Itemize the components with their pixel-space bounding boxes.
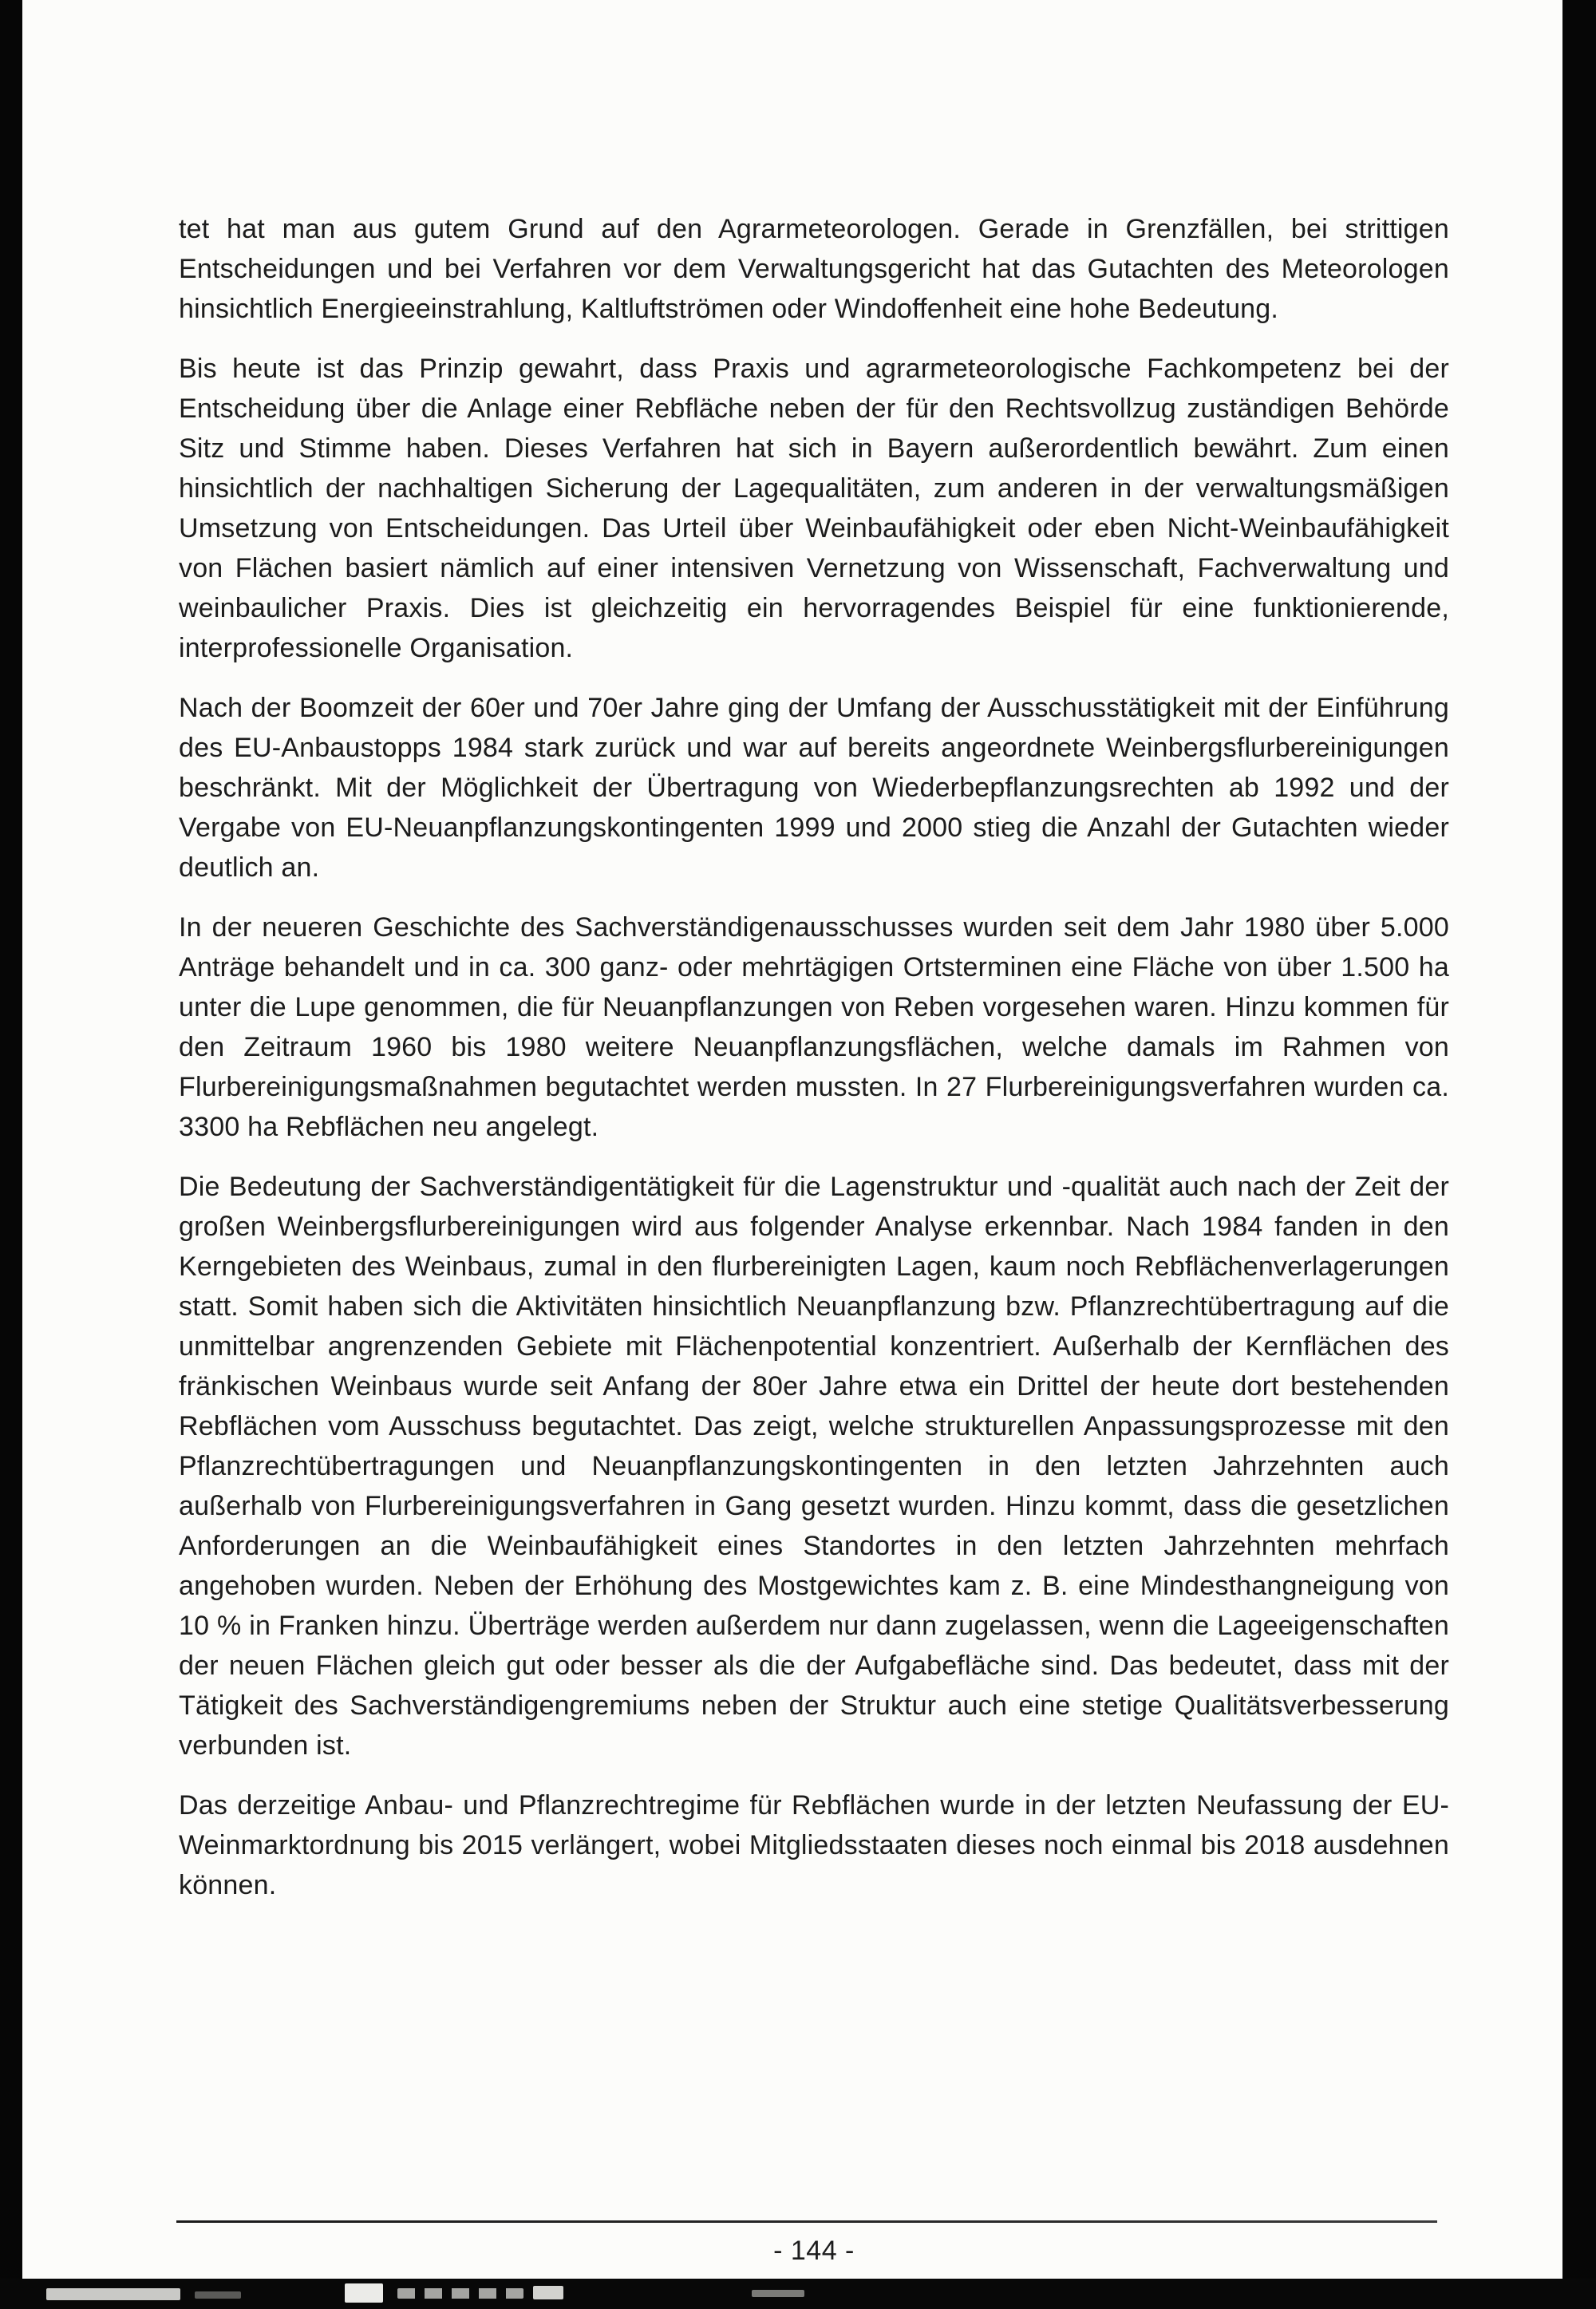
scan-artifact <box>46 2288 180 2300</box>
scan-artifact <box>195 2291 241 2299</box>
scan-edge-right <box>1562 0 1596 2309</box>
scan-edge-bottom <box>0 2279 1596 2309</box>
paragraph: In der neueren Geschichte des Sachverständigenausschusses wurden seit dem Jahr 1980 über 5.000 Anträge behandelt und in ca. 300 ganz- oder mehrtägigen Ortsterminen eine Fläche von über 1.500 ha unter die Lupe genommen, die für Neuanpflanzungen von Reben vorgesehen waren. Hinzu kommen für den Zeitraum 1960 bis 1980 weitere Neuanpflanzungsflächen, welche damals im Rahmen von Flurbereinigungsmaßnahmen begutachtet werden mussten. In 27 Flurbereinigungsverfahren wurden ca. 3300 ha Rebflächen neu angelegt. <box>179 912 1449 1142</box>
document-body <box>179 209 1449 1925</box>
scan-artifact <box>345 2283 383 2303</box>
footer-rule <box>176 2220 1437 2223</box>
paragraph: Nach der Boomzeit der 60er und 70er Jahre ging der Umfang der Ausschusstätigkeit mit der Einführung des EU-Anbaustopps 1984 stark zurück und war auf bereits angeordnete Weinbergsflurbereinigungen beschränkt. Mit der Möglichkeit der Übertragung von Wiederbepflanzungsrechten ab 1992 und der Vergabe von EU-Neuanpflanzungskontingenten 1999 und 2000 stieg die Anzahl der Gutachten wieder deutlich an. <box>179 693 1449 883</box>
page-number: - 144 - <box>773 2236 855 2266</box>
paragraph: Das derzeitige Anbau- und Pflanzrechtregime für Rebflächen wurde in der letzten Neufassung der EU-Weinmarktordnung bis 2015 verlängert, wobei Mitgliedsstaaten dieses noch einmal bis 2018 ausdehnen können. <box>179 1790 1449 1900</box>
paragraph: Bis heute ist das Prinzip gewahrt, dass Praxis und agrarmeteorologische Fachkompetenz bei der Entscheidung über die Anlage einer Rebfläche neben der für den Rechtsvollzug zuständigen Behörde Sitz und Stimme haben. Dieses Verfahren hat sich in Bayern außerordentlich bewährt. Zum einen hinsichtlich der nachhaltigen Sicherung der Lagequalitäten, zum anderen in der verwaltungsmäßigen Umsetzung von Entscheidungen. Das Urteil über Weinbaufähigkeit oder eben Nicht-Weinbaufähigkeit von Flächen basiert nämlich auf einer intensiven Vernetzung von Wissenschaft, Fachverwaltung und weinbaulicher Praxis. Dies ist gleichzeitig ein hervorragendes Beispiel für eine funktionierende, interprofessionelle Organisation. <box>179 354 1449 663</box>
scan-artifact <box>752 2290 804 2297</box>
paragraph: tet hat man aus gutem Grund auf den Agrarmeteorologen. Gerade in Grenzfällen, bei strittigen Entscheidungen und bei Verfahren vor dem Verwaltungsgericht hat das Gutachten des Meteorologen hinsichtlich Energieeinstrahlung, Kaltluftströmen oder Windoffenheit eine hohe Bedeutung. <box>179 214 1449 324</box>
scan-artifact <box>397 2288 523 2299</box>
paragraph: Die Bedeutung der Sachverständigentätigkeit für die Lagenstruktur und -qualität auch nach der Zeit der großen Weinbergsflurbereinigungen wird aus folgender Analyse erkennbar. Nach 1984 fanden in den Kerngebieten des Weinbaus, zumal in den flurbereinigten Lagen, kaum noch Rebflächenverlagerungen statt. Somit haben sich die Aktivitäten hinsichtlich Neuanpflanzung bzw. Pflanzrechtübertragung auf die unmittelbar angrenzenden Gebiete mit Flächenpotential konzentriert. Außerhalb der Kernflächen des fränkischen Weinbaus wurde seit Anfang der 80er Jahre etwa ein Drittel der heute dort bestehenden Rebflächen vom Ausschuss begutachtet. Das zeigt, welche strukturellen Anpassungsprozesse mit den Pflanzrechtübertragungen und Neuanpflanzungskontingenten in den letzten Jahrzehnten auch außerhalb von Flurbereinigungsverfahren in Gang gesetzt wurden. Hinzu kommt, dass die gesetzlichen Anforderungen an die Weinbaufähigkeit eines Standortes in den letzten Jahrzehnten mehrfach angehoben wurden. Neben der Erhöhung des Mostgewichtes kam z. B. eine Mindesthangneigung von 10 % in Franken hinzu. Überträge werden außerdem nur dann zugelassen, wenn die Lageeigenschaften der neuen Flächen gleich gut oder besser als die der Aufgabefläche sind. Das bedeutet, dass mit der Tätigkeit des Sachverständigengremiums neben der Struktur auch eine stetige Qualitätsverbesserung verbunden ist. <box>179 1172 1449 1761</box>
scan-edge-left <box>0 0 22 2309</box>
scan-artifact <box>533 2286 563 2299</box>
